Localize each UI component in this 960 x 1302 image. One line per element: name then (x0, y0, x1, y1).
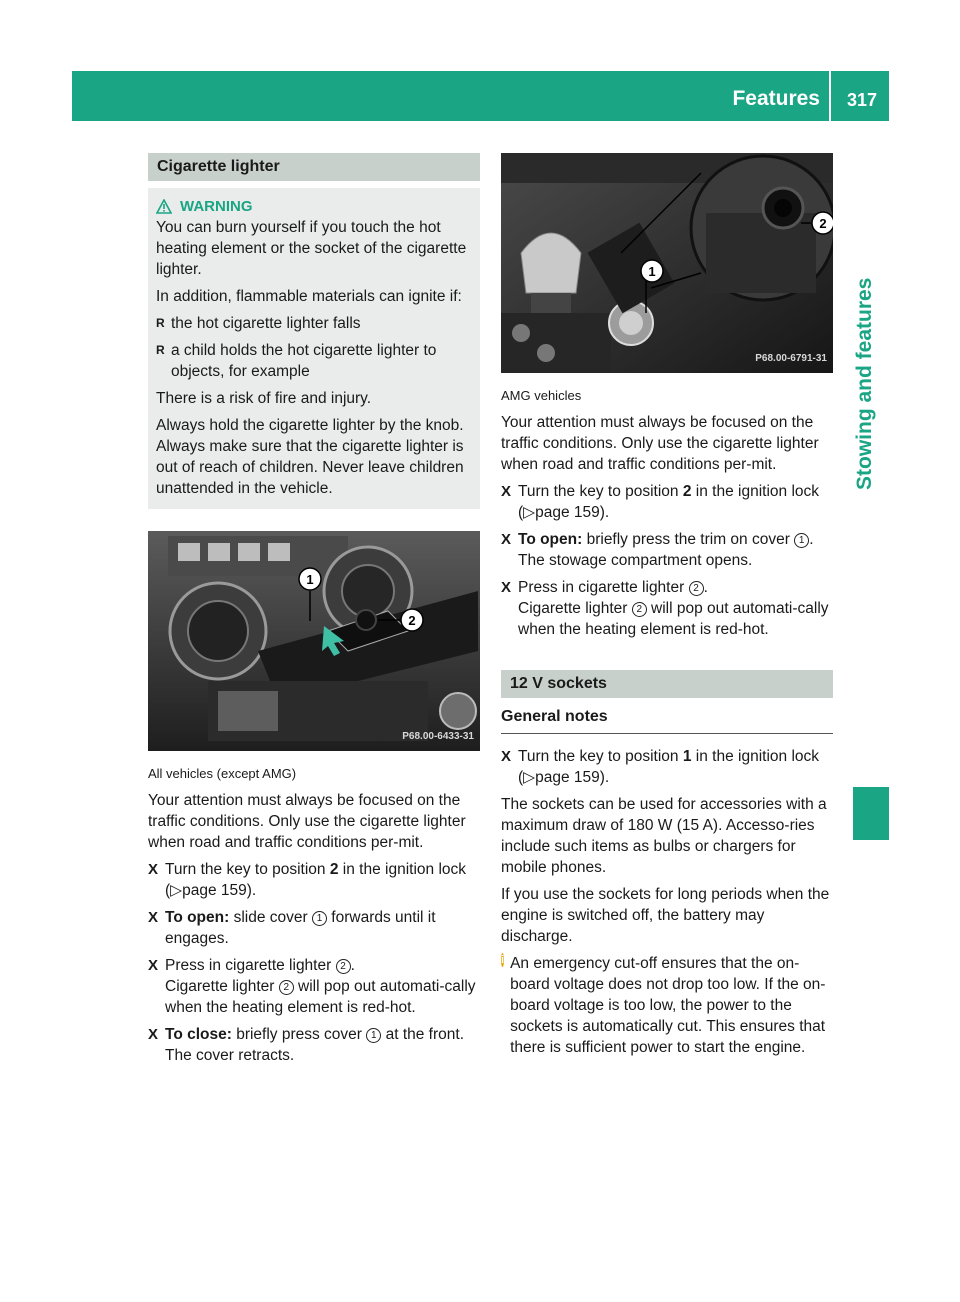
console-image (148, 531, 480, 751)
header-divider (829, 71, 831, 121)
section-title-cigarette-lighter: Cigarette lighter (148, 153, 480, 181)
callout-ref-2: 2 (279, 980, 294, 995)
page-number: 317 (846, 90, 877, 110)
step-text: To open: briefly press the trim on cover 1 . The stowage compartment opens. (518, 531, 814, 569)
callout-ref-1: 1 (312, 911, 327, 926)
page-ref-icon: ▷ (523, 504, 536, 521)
warning-text: Always hold the cigarette lighter by the knob. Always make sure that the cigarette lighter is out of reach of children. Never leave children unattended in the vehicle. (156, 417, 464, 497)
step-mark: X (148, 1026, 159, 1043)
step-mark: X (148, 957, 159, 974)
callout-ref-2: 2 (689, 581, 704, 596)
step-item (148, 1024, 480, 1066)
bullet-text: a child holds the hot cigarette lighter to objects, for example (171, 342, 437, 380)
photo-caption: All vehicles (except AMG) (148, 766, 297, 781)
callout-ref-1: 1 (366, 1028, 381, 1043)
body-text: Your attention must always be focused on the traffic conditions. Only use the cigarette lighter when road and traffic conditions per-mit. (148, 792, 466, 851)
bullet-text: the hot cigarette lighter falls (171, 315, 361, 332)
body-text: Your attention must always be focused on the traffic conditions. Only use the cigarette lighter when road and traffic conditions per-mit. (501, 414, 819, 473)
step-item (501, 577, 833, 640)
info-icon: i (501, 954, 505, 966)
step-item (501, 529, 833, 571)
callout-ref-2: 2 (632, 602, 647, 617)
step-mark: X (501, 531, 512, 548)
side-tab-marker (853, 787, 889, 840)
step-text: Press in cigarette lighter 2 . Cigarette lighter 2 will pop out automati-cally when the heating element is red-hot. (518, 579, 829, 638)
step-mark: X (501, 748, 512, 765)
photo-caption: AMG vehicles (501, 388, 582, 403)
body-text: The sockets can be used for accessories with a maximum draw of 180 W (15 A). Accesso-ries include such items as bulbs or chargers for mobile phones. (501, 796, 827, 876)
warning-text: You can burn yourself if you touch the hot heating element or the socket of the cigarette lighter. (156, 219, 467, 278)
photo-cigarette-lighter-all-vehicles (148, 531, 480, 751)
step-mark: X (148, 909, 159, 926)
step-text: To open: slide cover 1 forwards until it engages. (165, 909, 436, 947)
warning-triangle-icon (156, 199, 172, 214)
left-column (148, 153, 480, 1072)
step-item (501, 746, 833, 788)
photo-serial: P68.00-6791-31 (755, 353, 827, 364)
step-item (148, 955, 480, 1018)
header-bar (72, 71, 889, 121)
step-mark: X (501, 483, 512, 500)
chapter-title: Features (732, 87, 820, 110)
page-ref-link[interactable]: page 159). (182, 882, 257, 899)
bullet-item (156, 340, 473, 382)
bullet-mark: R (156, 316, 165, 330)
callout-ref-2: 2 (336, 959, 351, 974)
callout-ref-1: 1 (794, 533, 809, 548)
warning-box (148, 188, 480, 509)
page-ref-icon: ▷ (170, 882, 183, 899)
side-tab-label: Stowing and features (853, 277, 876, 490)
callout-1: 1 (648, 264, 656, 279)
body-text: If you use the sockets for long periods when the engine is switched off, the battery may discharge. (501, 886, 830, 945)
page-ref-link[interactable]: page 159). (535, 504, 610, 521)
step-item (501, 481, 833, 523)
bullet-item (156, 313, 473, 334)
warning-heading (156, 196, 473, 217)
bullet-mark: R (156, 343, 165, 357)
info-note (501, 953, 833, 1058)
right-column (501, 153, 833, 1064)
step-text: Press in cigarette lighter 2 . Cigarette lighter 2 will pop out automati-cally when the heating element is red-hot. (165, 957, 476, 1016)
step-text: Turn the key to position 2 in the ignition lock (▷page 159). (165, 861, 467, 899)
step-text: To close: briefly press cover 1 at the front. The cover retracts. (165, 1026, 464, 1064)
step-item (148, 907, 480, 949)
step-item (148, 859, 480, 901)
photo-serial: P68.00-6433-31 (402, 731, 474, 742)
step-mark: X (501, 579, 512, 596)
warning-label: WARNING (180, 198, 253, 215)
warning-text: There is a risk of fire and injury. (156, 390, 372, 407)
page-ref-link[interactable]: page 159). (535, 769, 610, 786)
amg-console-image (501, 153, 833, 373)
photo-cigarette-lighter-amg (501, 153, 833, 373)
step-mark: X (148, 861, 159, 878)
subheading-general-notes: General notes (501, 706, 833, 734)
warning-text: In addition, flammable materials can ignite if: (156, 288, 462, 305)
info-text: An emergency cut-off ensures that the on-board voltage does not drop too low. If the on-board voltage is too low, the power to the sockets is automatically cut. This ensures that there is sufficient power to start the engine. (510, 955, 826, 1056)
step-text: Turn the key to position 2 in the ignition lock (▷page 159). (518, 483, 820, 521)
step-text: Turn the key to position 1 in the ignition lock (▷page 159). (518, 748, 820, 786)
section-title-12v-sockets: 12 V sockets (501, 670, 833, 698)
callout-1: 1 (306, 572, 314, 587)
callout-2: 2 (819, 216, 827, 231)
page-ref-icon: ▷ (523, 769, 536, 786)
callout-2: 2 (408, 613, 416, 628)
